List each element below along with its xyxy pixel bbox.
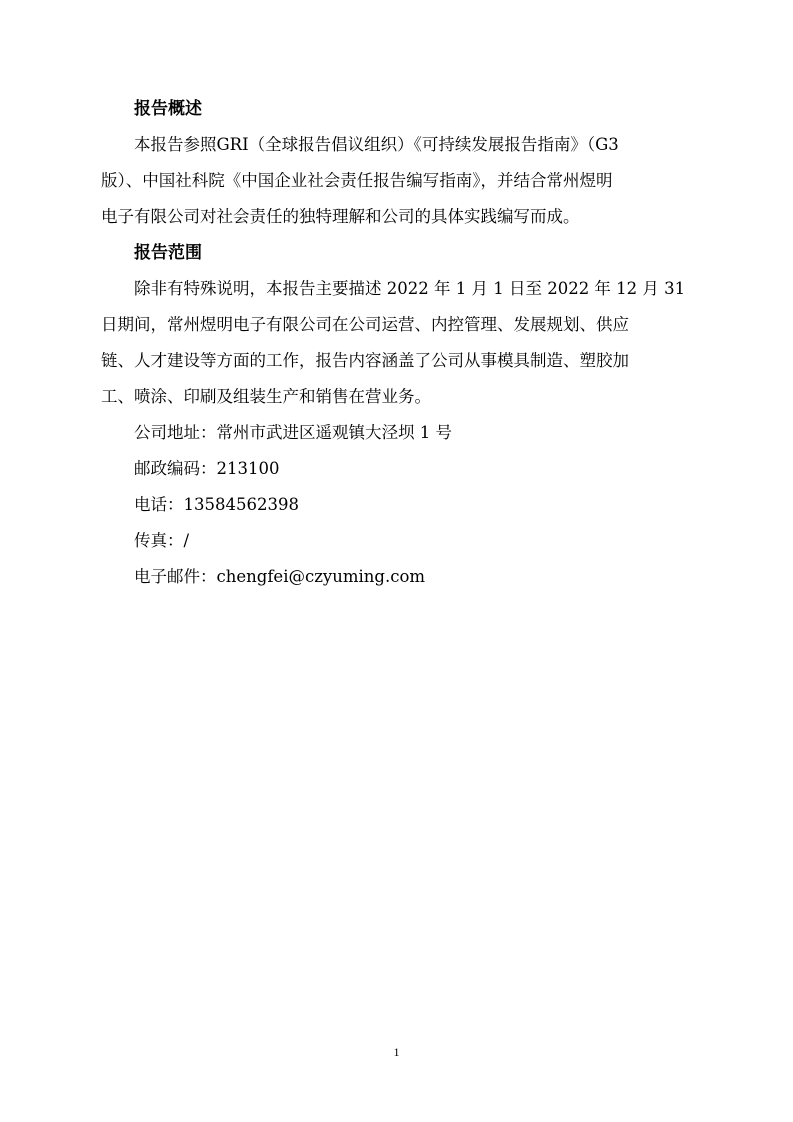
phone-number: 电话：13584562398 (134, 495, 299, 514)
page-number: 1 (393, 1045, 400, 1059)
email-address: 电子邮件：chengfei@czyuming.com (134, 567, 426, 586)
page-content (101, 91, 700, 595)
company-address: 公司地址：常州市武进区遥观镇大泾坝 1 号 (134, 423, 452, 442)
scope-line: 工、喷涂、印刷及组装生产和销售在营业务。 (101, 387, 431, 406)
scope-line: 链、人才建设等方面的工作，报告内容涵盖了公司从事模具制造、塑胶加 (101, 351, 629, 370)
fax-number: 传真：/ (134, 531, 190, 550)
overview-heading: 报告概述 (134, 99, 202, 119)
scope-paragraph (101, 271, 700, 415)
overview-line: 电子有限公司对社会责任的独特理解和公司的具体实践编写而成。 (101, 207, 580, 226)
scope-line: 日期间，常州煜明电子有限公司在公司运营、内控管理、发展规划、供应 (101, 315, 629, 334)
scope-heading: 报告范围 (134, 243, 202, 263)
overview-line: 本报告参照GRI（全球报告倡议组织）《可持续发展报告指南》（G3 (134, 135, 619, 154)
postal-code: 邮政编码：213100 (134, 459, 280, 478)
overview-line: 版）、中国社科院《中国企业社会责任报告编写指南》，并结合常州煜明 (101, 171, 613, 190)
scope-line: 除非有特殊说明，本报告主要描述 2022 年 1 月 1 日至 2022 年 12 月 31 (134, 279, 686, 298)
overview-paragraph (101, 127, 700, 235)
